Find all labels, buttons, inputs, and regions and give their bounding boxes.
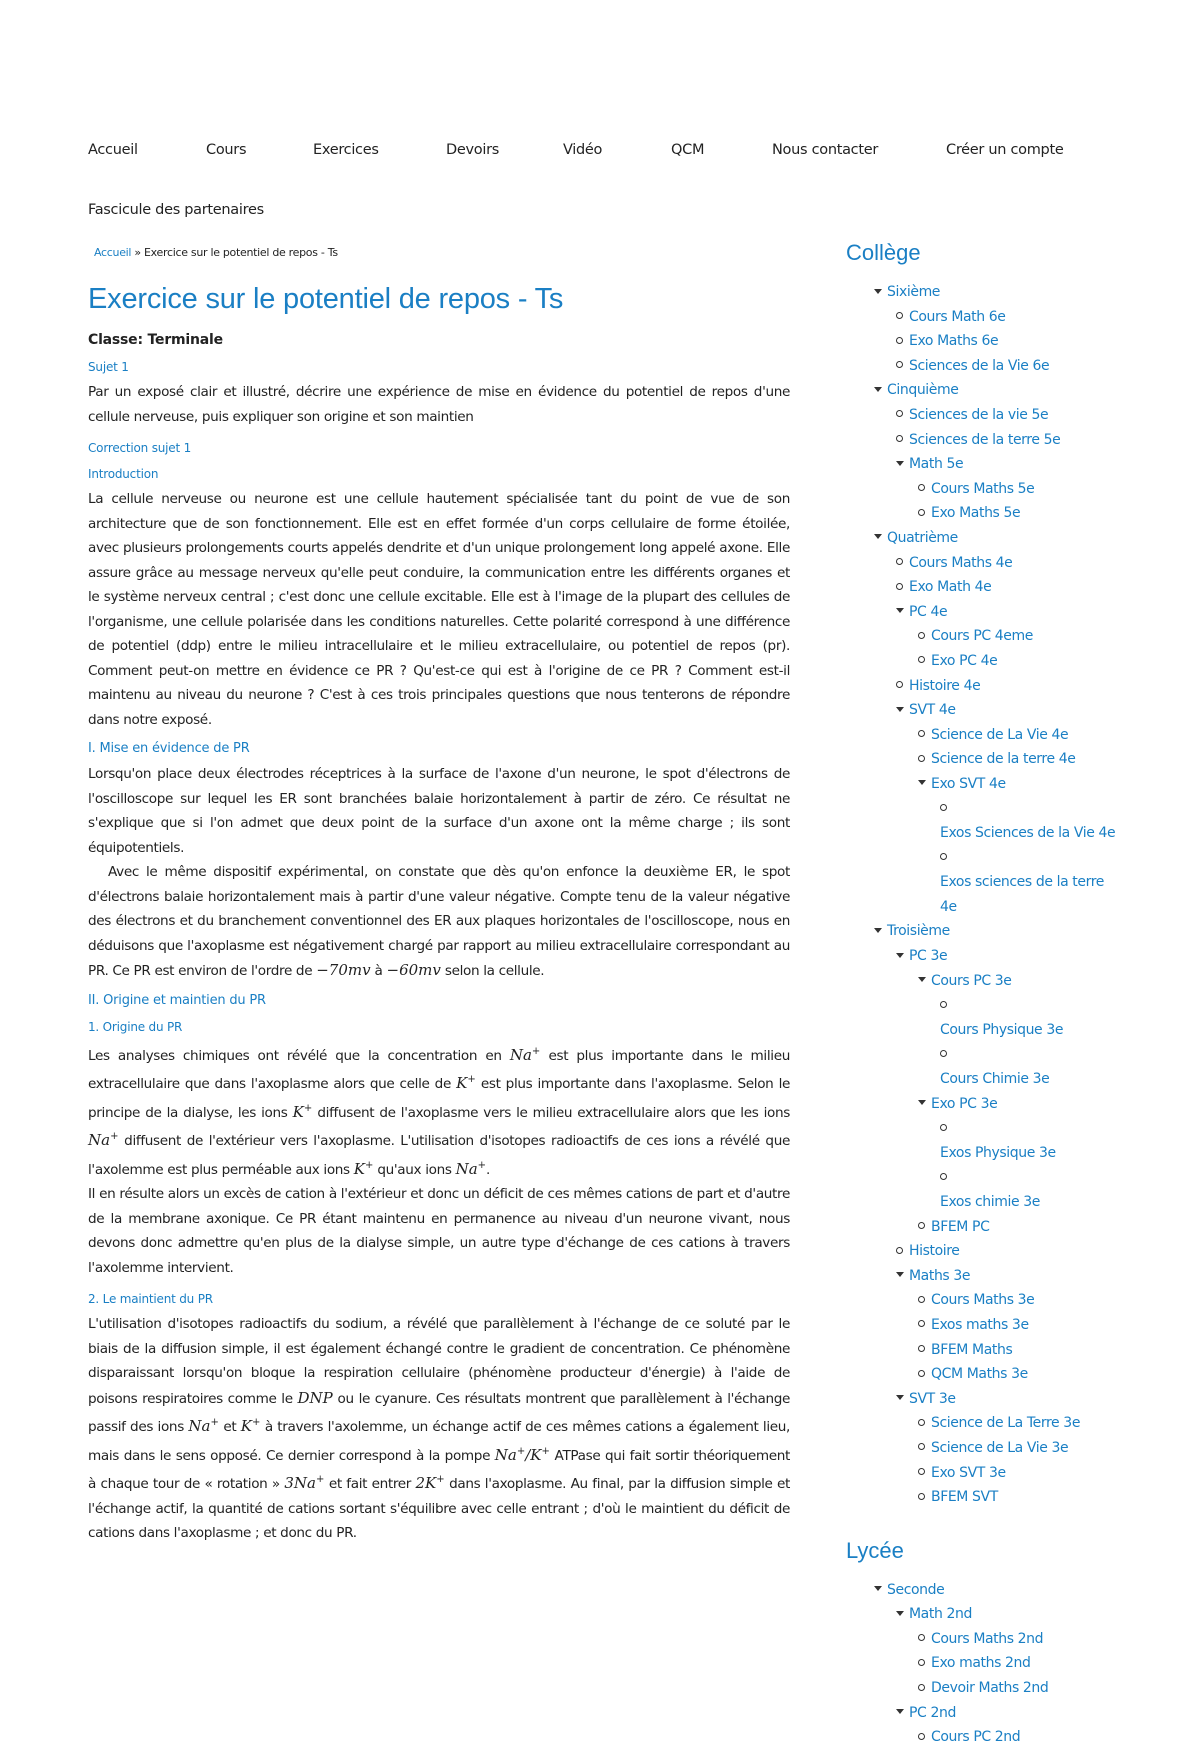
text-run: L'utilisation d'isotopes radioactifs du sodium, a révélé que parallèlement à l'échange de ce soluté par le biais de la diffusion simple, il est également échangé contre le gradient de concentration. Ce phénomène disparaissant lorsqu'on bloque la respiration cellulaire (phénomène producteur d'énergie) à l'aide de poisons respiratoires comme le — [88, 1316, 790, 1407]
caret-down-icon[interactable] — [896, 1395, 904, 1400]
bullet-icon — [918, 730, 925, 737]
section-2-1-paragraph — [88, 1040, 790, 1281]
sidebar-item-label[interactable]: QCM Maths 3e — [931, 1366, 1028, 1383]
text-run: est plus importante dans le milieu extracellulaire que dans l'axoplasme alors que celle de — [88, 1047, 790, 1092]
bullet-icon — [940, 804, 947, 811]
text-run: Avec le même dispositif expérimental, on constate que dès qu'on enfonce la deuxième ER, le spot d'électrons balaie horizontalement mais à partir d'une valeur négative. Compte tenu de la valeur négative des électrons et du branchement conventionnel des ER aux plaques horizontales de l'oscilloscope, nous en déduisons que l'axoplasme est négativement chargé par rapport au milieu extracellulaire correspondant au PR. Ce PR est environ de l'ordre de — [88, 864, 790, 979]
sidebar-item-label[interactable]: BFEM SVT — [931, 1489, 998, 1506]
sidebar-item-label[interactable]: PC 4e — [909, 603, 948, 620]
sidebar-item-sciences-de-la-vie-5e[interactable] — [846, 403, 1131, 428]
caret-down-icon[interactable] — [918, 977, 926, 982]
sidebar-item-label[interactable]: Exos maths 3e — [931, 1316, 1029, 1333]
nav-cours[interactable]: Cours — [206, 142, 247, 158]
sidebar-item-sciences-de-la-terre-5e[interactable] — [846, 428, 1131, 453]
sidebar-item-label[interactable]: Science de La Vie 3e — [931, 1439, 1069, 1456]
sidebar-lycee-title: Lycée — [846, 1537, 904, 1563]
bullet-icon — [918, 755, 925, 762]
sidebar-item-sixieme[interactable] — [846, 280, 1131, 305]
sidebar-item-troisieme[interactable] — [846, 919, 1131, 944]
sidebar-item-label[interactable]: PC 2nd — [909, 1704, 956, 1721]
sidebar-item-cours-math-6e[interactable] — [846, 305, 1131, 330]
bullet-icon — [940, 1050, 947, 1057]
sidebar-item-label[interactable]: Science de La Terre 3e — [931, 1415, 1081, 1432]
sidebar-item-svt-3e[interactable] — [846, 1387, 1131, 1412]
sidebar-item-label[interactable]: Exo Math 4e — [909, 579, 992, 596]
sidebar-item-label[interactable]: Cours PC 3e — [931, 972, 1012, 989]
article — [88, 246, 790, 1546]
sidebar-item-math-2nd[interactable] — [846, 1602, 1131, 1627]
text-run: est plus importante dans l'axoplasme. Selon le principe de la dialyse, les ions — [88, 1076, 791, 1121]
math-k: K+ — [292, 1102, 313, 1121]
text-run: qu'aux ions — [373, 1161, 456, 1178]
sidebar-item-qcm-maths-3e[interactable] — [846, 1362, 1131, 1387]
text-run: diffusent de l'extérieur vers l'axoplasme. L'utilisation d'isotopes radioactifs de ces ions a révélé que l'axolemme est plus perméable aux ions — [88, 1133, 790, 1178]
bullet-icon — [918, 1320, 925, 1327]
sidebar-item-label[interactable]: Devoir Maths 2nd — [931, 1680, 1049, 1697]
sidebar-item-pc-3e[interactable] — [846, 944, 1131, 969]
bullet-icon — [896, 558, 903, 565]
sidebar-item-histoire-4e[interactable] — [846, 674, 1131, 699]
breadcrumb-home[interactable]: Accueil — [94, 246, 132, 259]
page-title: Exercice sur le potentiel de repos - Ts — [88, 283, 564, 315]
sidebar-item-label[interactable]: Cours Chimie 3e — [940, 1071, 1050, 1087]
text-run: à — [370, 963, 387, 979]
bullet-icon — [896, 312, 903, 319]
sujet-label: Sujet 1 — [88, 360, 129, 374]
sidebar-item-label[interactable]: Exos Physique 3e — [940, 1144, 1056, 1161]
sidebar-item-label[interactable]: Cours PC 2nd — [931, 1729, 1021, 1746]
text-run: ATPase qui fait sortir théoriquement à chaque tour de « rotation » — [88, 1447, 790, 1492]
sidebar-item-label[interactable]: Sciences de la Vie 6e — [909, 357, 1050, 374]
bullet-icon — [918, 1222, 925, 1229]
caret-down-icon[interactable] — [874, 928, 882, 933]
sidebar-item-label[interactable]: Science de la terre 4e — [931, 751, 1076, 768]
section-2-heading: II. Origine et maintien du PR — [88, 992, 266, 1008]
sidebar-item-label[interactable]: SVT 3e — [909, 1390, 956, 1407]
sidebar-item-label[interactable]: Exos Sciences de la Vie 4e — [940, 825, 1116, 842]
sidebar-item-exo-pc-3e[interactable] — [846, 1092, 1131, 1117]
intro-label: Introduction — [88, 467, 159, 481]
sidebar-college-title: Collège — [846, 240, 921, 265]
caret-down-icon[interactable] — [874, 1586, 882, 1591]
math-nak: Na+/K+ — [494, 1445, 550, 1464]
sidebar-item-exos-chimie-3e[interactable] — [846, 1165, 1131, 1214]
bullet-icon — [918, 1345, 925, 1352]
breadcrumb-separator: » — [134, 246, 141, 259]
sujet-text: Par un exposé clair et illustré, décrire une expérience de mise en évidence du potentiel de repos d'une cellule nerveuse, puis expliquer son origine et son maintien — [88, 384, 790, 425]
bullet-icon — [940, 853, 947, 860]
caret-down-icon[interactable] — [896, 953, 904, 958]
text-run: à travers l'axolemme, un échange actif de ces mêmes cations a également lieu, mais dans le sens opposé. Ce dernier correspond à la pompe — [88, 1419, 791, 1464]
sidebar-item-bfem-maths[interactable] — [846, 1338, 1131, 1363]
bullet-icon — [896, 681, 903, 688]
bullet-icon — [940, 1001, 947, 1008]
sidebar-item-cinquieme[interactable] — [846, 378, 1131, 403]
sidebar-item-label[interactable]: SVT 4e — [909, 702, 956, 719]
sidebar-item-exo-maths-6e[interactable] — [846, 329, 1131, 354]
sidebar-item-cours-pc-3e[interactable] — [846, 969, 1131, 994]
bullet-icon — [918, 1733, 925, 1740]
caret-down-icon[interactable] — [918, 1100, 926, 1105]
sidebar-item-exo-maths-5e[interactable] — [846, 501, 1131, 526]
caret-down-icon[interactable] — [874, 534, 882, 539]
sidebar-item-label[interactable]: Math 5e — [909, 456, 964, 473]
bullet-icon — [918, 1493, 925, 1500]
sidebar-item-label[interactable]: Cours Maths 3e — [931, 1292, 1035, 1309]
bullet-icon — [896, 583, 903, 590]
bullet-icon — [918, 656, 925, 663]
class-label: Classe: Terminale — [88, 332, 223, 348]
sidebar-item-svt-4e[interactable] — [846, 698, 1131, 723]
sidebar-item-label[interactable]: BFEM PC — [931, 1218, 990, 1235]
bullet-icon — [918, 1659, 925, 1666]
sidebar-item-exos-maths-3e[interactable] — [846, 1313, 1131, 1338]
sidebar-item-label[interactable]: Exos sciences de la terre 4e — [940, 874, 1104, 915]
section-2-2-heading: 2. Le maintient du PR — [88, 1292, 213, 1306]
nav-devoirs[interactable]: Devoirs — [446, 142, 499, 158]
bullet-icon — [918, 632, 925, 639]
bullet-icon — [918, 1634, 925, 1641]
breadcrumb-current: Exercice sur le potentiel de repos - Ts — [144, 246, 338, 259]
sidebar-item-cours-pc-2nd[interactable] — [846, 1725, 1131, 1750]
bullet-icon — [918, 1443, 925, 1450]
sidebar-item-label[interactable]: Seconde — [887, 1581, 945, 1598]
sidebar-item-bfem-svt[interactable] — [846, 1485, 1131, 1510]
sidebar-item-exos-sciences-de-la-terre-4e[interactable] — [846, 846, 1131, 920]
text-run: Il en résulte alors un excès de cation à l'extérieur et donc un déficit de ces mêmes cations de part et d'autre de la membrane axonique. Ce PR étant maintenu en permanence au niveau d'un neurone vivant, nous devons donc admettre qu'en plus de la dialyse simple, un autre type d'échange de ces cations à travers l'axolemme intervient. — [88, 1186, 790, 1276]
nav-create-account[interactable]: Créer un compte — [946, 142, 1064, 158]
caret-down-icon[interactable] — [896, 461, 904, 466]
sidebar-item-histoire[interactable] — [846, 1239, 1131, 1264]
sidebar-item-label[interactable]: Math 2nd — [909, 1606, 972, 1623]
bullet-icon — [918, 484, 925, 491]
caret-down-icon[interactable] — [896, 1611, 904, 1616]
sidebar-item-math-5e[interactable] — [846, 452, 1131, 477]
nav-exercices[interactable]: Exercices — [313, 142, 379, 158]
text-run: Les analyses chimiques ont révélé que la concentration en — [88, 1047, 510, 1064]
sidebar-item-maths-3e[interactable] — [846, 1264, 1131, 1289]
text-run: et fait entrer — [324, 1476, 416, 1492]
sidebar-item-label[interactable]: Cours Maths 2nd — [931, 1630, 1044, 1647]
sidebar-item-cours-maths-5e[interactable] — [846, 477, 1131, 502]
sidebar-item-label[interactable]: Exo PC 3e — [931, 1095, 998, 1112]
sidebar-item-label[interactable]: Exo SVT 4e — [931, 775, 1006, 792]
caret-down-icon[interactable] — [874, 387, 882, 392]
bullet-icon — [896, 1247, 903, 1254]
sidebar-item-seconde[interactable] — [846, 1578, 1131, 1603]
sidebar-item-label[interactable]: Quatrième — [887, 529, 958, 546]
sidebar-item-label[interactable]: Cours Physique 3e — [940, 1021, 1064, 1038]
sidebar-item-label[interactable]: Histoire — [909, 1243, 960, 1260]
correction-label: Correction sujet 1 — [88, 441, 192, 455]
sidebar-item-label[interactable]: Cinquième — [887, 382, 959, 399]
sidebar-item-exo-svt-4e[interactable] — [846, 772, 1131, 797]
sidebar-item-cours-maths-4e[interactable] — [846, 551, 1131, 576]
caret-down-icon[interactable] — [896, 608, 904, 613]
bullet-icon — [918, 1684, 925, 1691]
lycee-menu — [846, 1578, 1131, 1750]
nav-partners[interactable]: Fascicule des partenaires — [88, 202, 264, 218]
caret-down-icon[interactable] — [896, 1709, 904, 1714]
sidebar-item-cours-maths-3e[interactable] — [846, 1288, 1131, 1313]
math-dnp: DNP — [297, 1388, 333, 1407]
caret-down-icon[interactable] — [918, 780, 926, 785]
sidebar-item-exo-pc-4e[interactable] — [846, 649, 1131, 674]
sidebar-item-science-de-la-vie-3e[interactable] — [846, 1436, 1131, 1461]
sidebar-item-label[interactable]: Cours PC 4eme — [931, 628, 1033, 645]
sidebar-item-cours-maths-2nd[interactable] — [846, 1627, 1131, 1652]
text-run: ou le cyanure. Ces résultats montrent que parallèlement à l'échange passif des ions — [88, 1390, 790, 1435]
sidebar-item-label[interactable]: PC 3e — [909, 948, 948, 965]
math-value: −70mv — [316, 961, 371, 979]
math-k: K+ — [240, 1417, 261, 1435]
math-k: K+ — [456, 1074, 476, 1092]
sidebar-item-exo-math-4e[interactable] — [846, 575, 1131, 600]
sidebar-item-science-de-la-vie-4e[interactable] — [846, 723, 1131, 748]
sidebar-item-science-de-la-terre-4e[interactable] — [846, 747, 1131, 772]
sidebar-item-label[interactable]: Troisième — [887, 923, 950, 940]
sidebar-item-label[interactable]: BFEM Maths — [931, 1341, 1013, 1358]
sidebar-item-exos-sciences-de-la-vie-4e[interactable] — [846, 796, 1131, 845]
bullet-icon — [918, 509, 925, 516]
math-value: −60mv — [386, 961, 441, 979]
sidebar-item-exo-maths-2nd[interactable] — [846, 1651, 1131, 1676]
sidebar-item-pc-2nd[interactable] — [846, 1701, 1131, 1726]
bullet-icon — [896, 337, 903, 344]
bullet-icon — [918, 1370, 925, 1377]
sidebar — [846, 240, 1131, 1750]
sidebar-item-quatrieme[interactable] — [846, 526, 1131, 551]
text-run: selon la cellule. — [440, 963, 545, 979]
bullet-icon — [918, 1296, 925, 1303]
caret-down-icon[interactable] — [874, 289, 882, 294]
sidebar-item-pc-4e[interactable] — [846, 600, 1131, 625]
section-1-paragraph-2 — [88, 860, 790, 984]
breadcrumb — [94, 246, 790, 259]
text-run: diffusent de l'axoplasme vers le milieu extracellulaire alors que les ions — [312, 1104, 790, 1121]
sidebar-item-label[interactable]: Maths 3e — [909, 1267, 971, 1284]
section-2-1-heading: 1. Origine du PR — [88, 1019, 183, 1034]
sidebar-item-science-de-la-terre-3e[interactable] — [846, 1411, 1131, 1436]
sidebar-item-label[interactable]: Exos chimie 3e — [940, 1193, 1040, 1210]
sidebar-item-cours-pc-4eme[interactable] — [846, 624, 1131, 649]
sidebar-item-label[interactable]: Cours Math 6e — [909, 308, 1006, 325]
sidebar-item-exos-physique-3e[interactable] — [846, 1116, 1131, 1165]
main-nav — [88, 142, 1118, 164]
section-2-2-paragraph — [88, 1312, 790, 1546]
nav-video[interactable]: Vidéo — [563, 142, 603, 158]
sidebar-item-label[interactable]: Exo Maths 6e — [909, 333, 999, 350]
bullet-icon — [918, 1419, 925, 1426]
math-na: Na+ — [455, 1159, 487, 1178]
bullet-icon — [940, 1124, 947, 1131]
caret-down-icon[interactable] — [896, 1272, 904, 1277]
college-menu — [846, 280, 1131, 1510]
nav-accueil[interactable]: Accueil — [88, 142, 138, 158]
bullet-icon — [896, 410, 903, 417]
sidebar-item-exo-svt-3e[interactable] — [846, 1461, 1131, 1486]
bullet-icon — [896, 435, 903, 442]
bullet-icon — [896, 361, 903, 368]
caret-down-icon[interactable] — [896, 707, 904, 712]
sidebar-item-devoir-maths-2nd[interactable] — [846, 1676, 1131, 1701]
sidebar-item-label[interactable]: Cours Maths 4e — [909, 554, 1013, 571]
sidebar-item-label[interactable]: Exo SVT 3e — [931, 1464, 1006, 1481]
sidebar-item-label[interactable]: Exo Maths 5e — [931, 505, 1021, 522]
nav-qcm[interactable]: QCM — [671, 142, 705, 158]
math-na: Na+ — [509, 1045, 541, 1064]
math-2k: 2K+ — [415, 1474, 445, 1492]
sidebar-item-label[interactable]: Sciences de la terre 5e — [909, 431, 1061, 448]
sidebar-item-label[interactable]: Cours Maths 5e — [931, 480, 1035, 497]
sidebar-item-cours-chimie-3e[interactable] — [846, 1042, 1131, 1091]
sidebar-item-label[interactable]: Histoire 4e — [909, 677, 981, 694]
intro-paragraph: La cellule nerveuse ou neurone est une cellule hautement spécialisée tant du point de vue de son architecture que de son fonctionnement. Elle est en effet formée d'un corps cellulaire de forme étoilée, avec plusieurs prolongements courts appelés dendrite et d'un unique prolongement long appelé axone. Elle assure grâce au message nerveux qu'elle peut conduire, la communication entre les différents organes et le système nerveux central ; c'est donc une cellule excitable. Elle est à l'image de la plupart des cellules de l'organisme, une cellule polarisée dans les conditions naturelles. Cette polarité correspond à une différence de potentiel (ddp) entre le milieu intracellulaire et le milieu extracellulaire, ou potentiel de repos (pr). Comment peut-on mettre en évidence ce PR ? Qu'est-ce qui est à l'origine de ce PR ? Comment est-il maintenu au niveau du neurone ? C'est à ces trois principales questions que nous tenterons de répondre dans notre exposé. — [88, 491, 790, 728]
sidebar-item-label[interactable]: Science de La Vie 4e — [931, 726, 1069, 743]
nav-contact[interactable]: Nous contacter — [772, 142, 879, 158]
sidebar-item-label[interactable]: Sixième — [887, 284, 941, 300]
sidebar-item-label[interactable]: Exo PC 4e — [931, 652, 998, 669]
bullet-icon — [940, 1173, 947, 1180]
math-na: Na+ — [188, 1417, 219, 1435]
sidebar-item-sciences-de-la-vie-6e[interactable] — [846, 354, 1131, 379]
sidebar-item-label[interactable]: Exo maths 2nd — [931, 1655, 1031, 1672]
text-run: dans l'axoplasme. Au final, par la diffusion simple et l'échange actif, la quantité de cations sortant s'équilibre avec celle entrant ; d'où le maintient du déficit de cations dans l'axoplasme ; et donc du PR. — [88, 1476, 791, 1541]
section-1-paragraph-1: Lorsqu'on place deux électrodes réceptrices à la surface de l'axone d'un neurone, le spot d'électrons de l'oscilloscope sur lequel les ER sont branchées balaie horizontalement à partir de zéro. Ce résultat ne s'explique que si l'on admet que deux point de la surface d'un axone ont la même charge ; ils sont équipotentiels. — [88, 766, 790, 856]
text-run: . — [486, 1161, 491, 1178]
bullet-icon — [918, 1468, 925, 1475]
text-run: et — [218, 1419, 241, 1435]
math-k: K+ — [353, 1159, 374, 1178]
sidebar-item-cours-physique-3e[interactable] — [846, 993, 1131, 1042]
math-na: Na+ — [88, 1131, 119, 1149]
math-3na: 3Na+ — [284, 1474, 325, 1492]
section-1-heading: I. Mise en évidence de PR — [88, 741, 250, 756]
sidebar-item-label[interactable]: Sciences de la vie 5e — [909, 406, 1049, 423]
sidebar-item-bfem-pc[interactable] — [846, 1215, 1131, 1240]
